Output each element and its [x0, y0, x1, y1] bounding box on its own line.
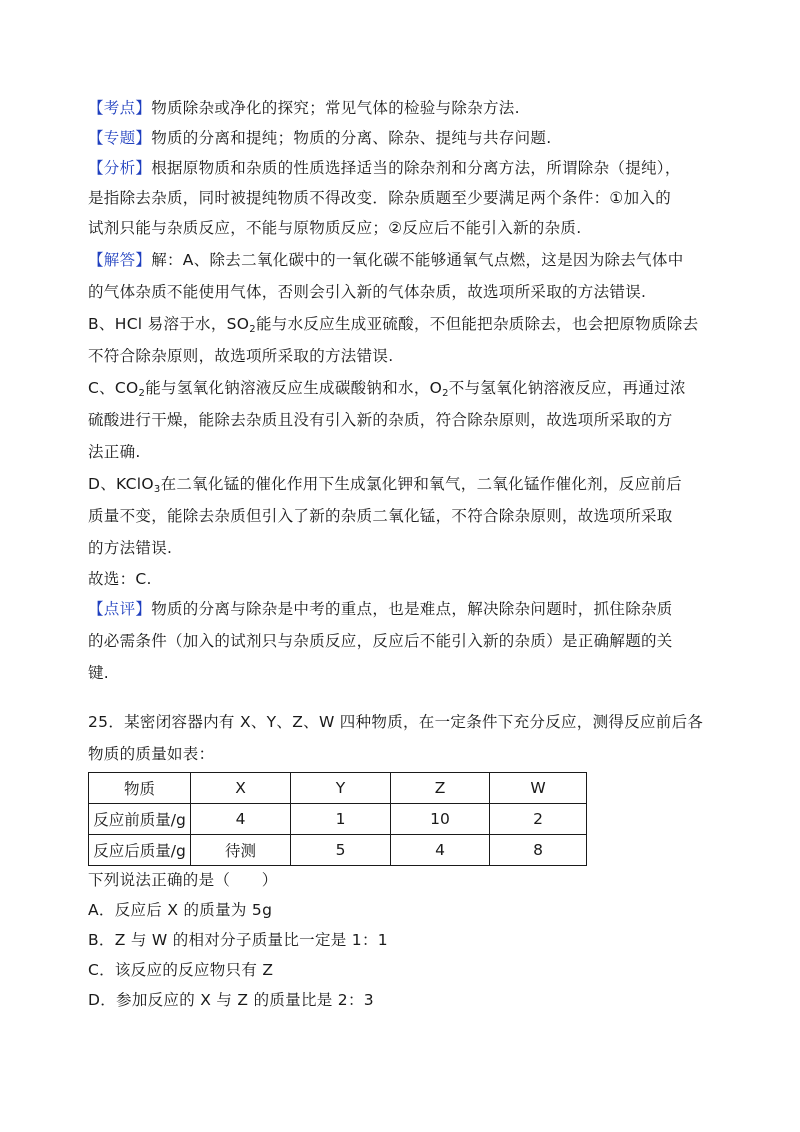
fenxi-line-3: 试剂只能与杂质反应，不能与原物质反应；②反应后不能引入新的杂质. — [88, 219, 582, 237]
jieda-option-c-line-2: 硫酸进行干燥，能除去杂质且没有引入新的杂质，符合除杂原则，故选项所采取的方 — [88, 411, 673, 429]
jieda-option-c-line-1 — [88, 377, 728, 399]
b-sub: 2 — [249, 324, 256, 335]
dianping-text-1: 物质的分离与除杂是中考的重点，也是难点，解决除杂问题时，抓住除杂质 — [151, 600, 673, 618]
jieda-option-b-line-2: 不符合除杂原则，故选项所采取的方法错误. — [88, 347, 394, 365]
dianping-line-2: 的必需条件（加入的试剂只与杂质反应，反应后不能引入新的杂质）是正确解题的关 — [88, 632, 673, 650]
jieda-option-d-line-3: 的方法错误. — [88, 539, 173, 557]
table-cell: 反应后质量/g — [89, 835, 191, 866]
zhuanti-tag: 【专题】 — [88, 129, 152, 147]
table-header-cell: Z — [391, 773, 490, 804]
jieda-option-d-line-2: 质量不变，能除去杂质但引入了新的杂质二氧化锰，不符合除杂原则，故选项所采取 — [88, 507, 673, 525]
fenxi-line-2: 是指除去杂质，同时被提纯物质不得改变．除杂质题至少要满足两个条件：①加入的 — [88, 189, 671, 207]
table-header-cell: 物质 — [89, 773, 191, 804]
jieda-tag: 【解答】 — [88, 251, 152, 269]
kaodian-text: 物质除杂或净化的探究；常见气体的检验与除杂方法. — [151, 99, 520, 117]
question-25-stem-1: 25．某密闭容器内有 X、Y、Z、W 四种物质，在一定条件下充分反应，测得反应前后各 — [88, 713, 704, 731]
table-cell: 反应前质量/g — [89, 804, 191, 835]
c-sub-2: 2 — [442, 388, 449, 399]
c-mid: 能与氢氧化钠溶液反应生成碳酸钠和水，O — [145, 379, 443, 397]
jieda-option-c-line-3: 法正确. — [88, 443, 141, 461]
fenxi-line-1 — [88, 157, 728, 179]
table-cell: 5 — [291, 835, 391, 866]
table-cell: 8 — [490, 835, 587, 866]
d-post: 在二氧化锰的催化作用下生成氯化钾和氧气，二氧化锰作催化剂，反应前后 — [160, 475, 682, 493]
table-cell: 1 — [291, 804, 391, 835]
table-header-cell: Y — [291, 773, 391, 804]
d-sub: 3 — [153, 484, 161, 495]
d-pre: D、KClO — [88, 475, 154, 493]
zhuanti-line — [88, 127, 728, 149]
table-cell: 4 — [391, 835, 490, 866]
zhuanti-text: 物质的分离和提纯；物质的分离、除杂、提纯与共存问题. — [151, 129, 552, 147]
jieda-line-1 — [88, 249, 728, 271]
table-cell: 10 — [391, 804, 490, 835]
table-header-cell: X — [191, 773, 291, 804]
c-pre: C、CO — [88, 379, 139, 397]
option-d: D．参加反应的 X 与 Z 的质量比是 2：3 — [88, 991, 374, 1009]
table-header-cell: W — [490, 773, 587, 804]
question-25-prompt: 下列说法正确的是（ ） — [88, 871, 278, 889]
option-a: A．反应后 X 的质量为 5g — [88, 901, 273, 919]
question-25-stem-2: 物质的质量如表： — [88, 745, 215, 763]
table-cell: 4 — [191, 804, 291, 835]
table-row — [89, 804, 587, 835]
dianping-tag: 【点评】 — [88, 600, 152, 618]
table-row — [89, 835, 587, 866]
b-pre: B、HCl 易溶于水，SO — [88, 315, 250, 333]
table-cell: 2 — [490, 804, 587, 835]
dianping-line-3: 键. — [88, 664, 110, 682]
c-post: 不与氢氧化钠溶液反应，再通过浓 — [448, 379, 686, 397]
dianping-line-1 — [88, 598, 728, 620]
fenxi-tag: 【分析】 — [88, 159, 152, 177]
table-header-row — [89, 773, 587, 804]
jieda-option-d-line-1 — [88, 473, 728, 495]
mass-table — [88, 772, 587, 866]
kaodian-line — [88, 97, 728, 119]
jieda-text-1: 解：A、除去二氧化碳中的一氧化碳不能够通氧气点燃，这是因为除去气体中 — [151, 251, 684, 269]
b-post: 能与水反应生成亚硫酸，不但能把杂质除去，也会把原物质除去 — [255, 315, 699, 333]
jieda-line-2: 的气体杂质不能使用气体，否则会引入新的气体杂质，故选项所采取的方法错误. — [88, 283, 647, 301]
option-b: B．Z 与 W 的相对分子质量比一定是 1：1 — [88, 931, 388, 949]
fenxi-text-1: 根据原物质和杂质的性质选择适当的除杂剂和分离方法，所谓除杂（提纯）， — [151, 159, 681, 177]
option-c: C．该反应的反应物只有 Z — [88, 961, 274, 979]
jieda-answer: 故选：C. — [88, 570, 152, 588]
kaodian-tag: 【考点】 — [88, 99, 152, 117]
table-cell: 待测 — [191, 835, 291, 866]
c-sub-1: 2 — [138, 388, 146, 399]
jieda-option-b-line-1 — [88, 313, 728, 335]
